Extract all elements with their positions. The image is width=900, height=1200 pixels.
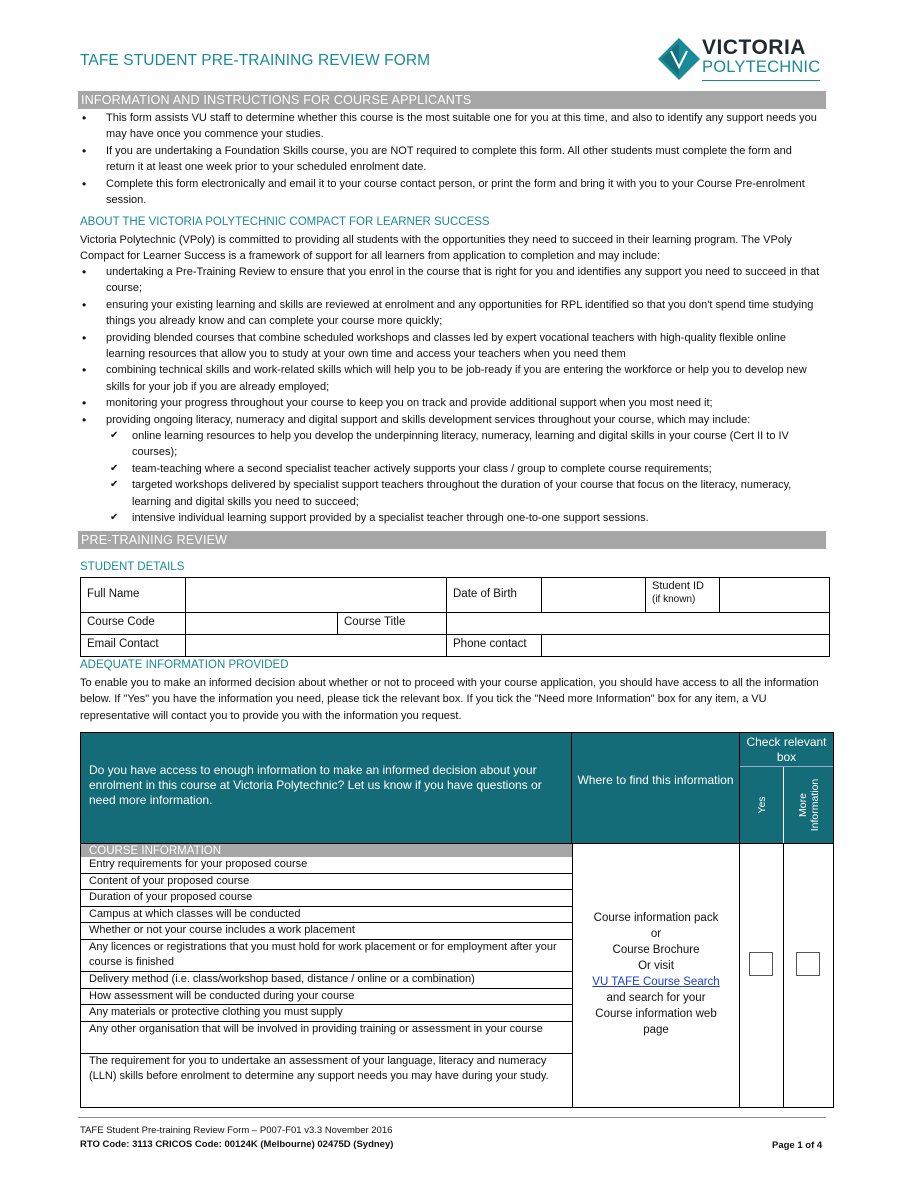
list-item: • undertaking a Pre-Training Review to ensure that you enrol in the course that is right for you and identifies any support you need to succeed in that course; xyxy=(80,264,820,297)
logo-underline xyxy=(702,80,820,81)
date-of-birth-field[interactable] xyxy=(542,578,646,613)
table-row: Any materials or protective clothing you must supply xyxy=(81,1005,572,1022)
logo-text-polytechnic: POLYTECHNIC xyxy=(702,58,821,76)
course-information-table xyxy=(80,732,834,1108)
adequate-info-heading: ADEQUATE INFORMATION PROVIDED xyxy=(80,659,289,671)
email-contact-field[interactable] xyxy=(186,635,447,657)
victoria-polytechnic-logo xyxy=(656,36,828,88)
course-title-field[interactable] xyxy=(447,613,829,635)
compact-bullet-list xyxy=(80,264,820,428)
list-item: • ensuring your existing learning and skills are reviewed at enrolment and any opportunities for RPL identified so that you don't spend time studying things you already know and can complete your course more quickly; xyxy=(80,297,820,330)
info-section-heading: INFORMATION AND INSTRUCTIONS FOR COURSE APPLICANTS xyxy=(78,91,826,109)
yes-column-header xyxy=(740,767,784,843)
list-item: ✔ team-teaching where a second specialist teacher actively supports your class / group to complete course requirements; xyxy=(110,461,815,477)
table-row: The requirement for you to undertake an assessment of your language, literacy and numeracy (LLN) skills before enrolment to determine any support needs you may have during your study. xyxy=(89,1054,549,1082)
table-row: Any other organisation that will be involved in providing training or assessment in your course xyxy=(81,1022,572,1054)
yes-label: Yes xyxy=(755,796,768,814)
footer-form-code: TAFE Student Pre-training Review Form – P007-F01 v3.3 November 2016 xyxy=(80,1125,393,1136)
full-name-label: Full Name xyxy=(81,578,186,613)
email-contact-label: Email Contact xyxy=(81,635,186,657)
table-row: Any licences or registrations that you must hold for work placement or for employment after your course is finished xyxy=(81,940,572,972)
list-item: • This form assists VU staff to determine whether this course is the most suitable one for you at this time, and also to identify any support needs you may have once you commence your studies. xyxy=(80,110,820,143)
where-to-find-header: Where to find this information xyxy=(572,733,740,843)
student-id-label xyxy=(646,578,720,613)
list-item: ✔ intensive individual learning support provided by a specialist teacher through one-to-one support sessions. xyxy=(110,510,815,526)
list-item: • providing blended courses that combine scheduled workshops and classes led by expert vocational teachers with high-quality flexible online learning resources that allow you to study at your own time and access your teachers when you need them xyxy=(80,330,820,363)
more-info-label-line1: More xyxy=(796,793,809,817)
where-line: or xyxy=(650,928,662,940)
course-information-bar: COURSE INFORMATION xyxy=(81,843,572,857)
student-id-field[interactable] xyxy=(720,578,829,613)
list-item: • combining technical skills and work-related skills which will help you to be job-ready if you are entering the workforce or help you to develop new skills for your job if you are already employed; xyxy=(80,362,820,395)
where-line: Course information pack xyxy=(593,912,719,924)
footer-divider xyxy=(78,1117,826,1118)
full-name-field[interactable] xyxy=(186,578,447,613)
where-line: Course information web xyxy=(595,1008,717,1020)
date-of-birth-label: Date of Birth xyxy=(447,578,542,613)
more-info-column-header xyxy=(784,767,833,843)
info-bullet-list xyxy=(80,110,820,208)
course-code-field[interactable] xyxy=(186,613,338,635)
where-line: and search for your xyxy=(606,992,706,1004)
access-question-header: Do you have access to enough information to make an informed decision about your enrolment in this course at Victoria Polytechnic? Let us know if you have questions or need more information. xyxy=(81,733,572,843)
page-number: Page 1 of 4 xyxy=(772,1140,823,1151)
yes-checkbox[interactable] xyxy=(749,952,773,976)
student-details-heading: STUDENT DETAILS xyxy=(80,561,185,573)
phone-contact-field[interactable] xyxy=(542,635,829,657)
more-info-label xyxy=(797,779,821,832)
logo-text-victoria: VICTORIA xyxy=(702,36,806,59)
yes-check-column xyxy=(740,843,784,1107)
check-relevant-box-header: Check relevant box xyxy=(740,733,833,767)
list-item: ✔ online learning resources to help you develop the underpinning literacy, numeracy, learning and digital skills in your course (Cert II to IV courses); xyxy=(110,428,815,461)
more-info-checkbox[interactable] xyxy=(796,952,820,976)
list-item: • Complete this form electronically and email it to your course contact person, or print the form and bring it with you to your Course Pre-enrolment session. xyxy=(80,176,820,209)
table-row: How assessment will be conducted during your course xyxy=(81,989,572,1006)
table-row: Duration of your proposed course xyxy=(81,890,572,907)
table-row: Whether or not your course includes a work placement xyxy=(81,923,572,940)
pre-training-heading: PRE-TRAINING REVIEW xyxy=(78,531,826,549)
footer-rto-code: RTO Code: 3113 CRICOS Code: 00124K (Melbourne) 02475D (Sydney) xyxy=(80,1139,394,1150)
table-row: Campus at which classes will be conducted xyxy=(81,907,572,924)
where-line: Or visit xyxy=(638,960,674,972)
where-line: page xyxy=(643,1024,669,1036)
form-title: TAFE STUDENT PRE-TRAINING REVIEW FORM xyxy=(80,52,431,69)
vu-tafe-course-search-link[interactable]: VU TAFE Course Search xyxy=(592,976,720,988)
logo-diamond-icon xyxy=(658,38,700,80)
adequate-info-text: To enable you to make an informed decision about whether or not to proceed with your course application, you should have access to all the information below. If "Yes" you have the information you need, please tick the relevant box. If you tick the "Need more Information" box for any item, a VU representative will contact you to provide you with the information you request. xyxy=(80,677,819,722)
compact-check-list xyxy=(110,428,815,526)
more-info-label-line2: Information xyxy=(808,778,821,832)
course-title-label: Course Title xyxy=(338,613,447,635)
compact-heading: ABOUT THE VICTORIA POLYTECHNIC COMPACT FOR LEARNER SUCCESS xyxy=(80,216,490,228)
compact-intro: Victoria Polytechnic (VPoly) is committed to providing all students with the opportunities they need to succeed in their learning program. The VPoly Compact for Learner Success is a framework of support for all learners from application to completion and may include: xyxy=(80,234,792,263)
course-code-label: Course Code xyxy=(81,613,186,635)
more-info-check-column xyxy=(784,843,833,1107)
where-line: Course Brochure xyxy=(612,944,700,956)
list-item: • providing ongoing literacy, numeracy and digital support and skills development services throughout your course, which may include: xyxy=(80,412,820,428)
student-id-text: Student ID xyxy=(652,580,704,592)
student-details-table xyxy=(80,577,830,657)
where-to-find-cell xyxy=(572,843,740,1107)
phone-contact-label: Phone contact xyxy=(447,635,542,657)
table-row: Delivery method (i.e. class/workshop based, distance / online or a combination) xyxy=(81,972,572,989)
course-info-rows xyxy=(81,857,572,1102)
student-id-note: (if known) xyxy=(652,594,696,605)
list-item: • If you are undertaking a Foundation Skills course, you are NOT required to complete this form. All other students must complete the form and return it at least one week prior to your scheduled enrolment date. xyxy=(80,143,820,176)
table-row: Entry requirements for your proposed course xyxy=(81,857,572,874)
list-item: ✔ targeted workshops delivered by specialist support teachers throughout the duration of your course that focus on the literacy, numeracy, learning and digital skills you need to succeed; xyxy=(110,477,815,510)
table-row: Content of your proposed course xyxy=(81,874,572,891)
list-item: • monitoring your progress throughout your course to keep you on track and provide additional support when you most need it; xyxy=(80,395,820,411)
